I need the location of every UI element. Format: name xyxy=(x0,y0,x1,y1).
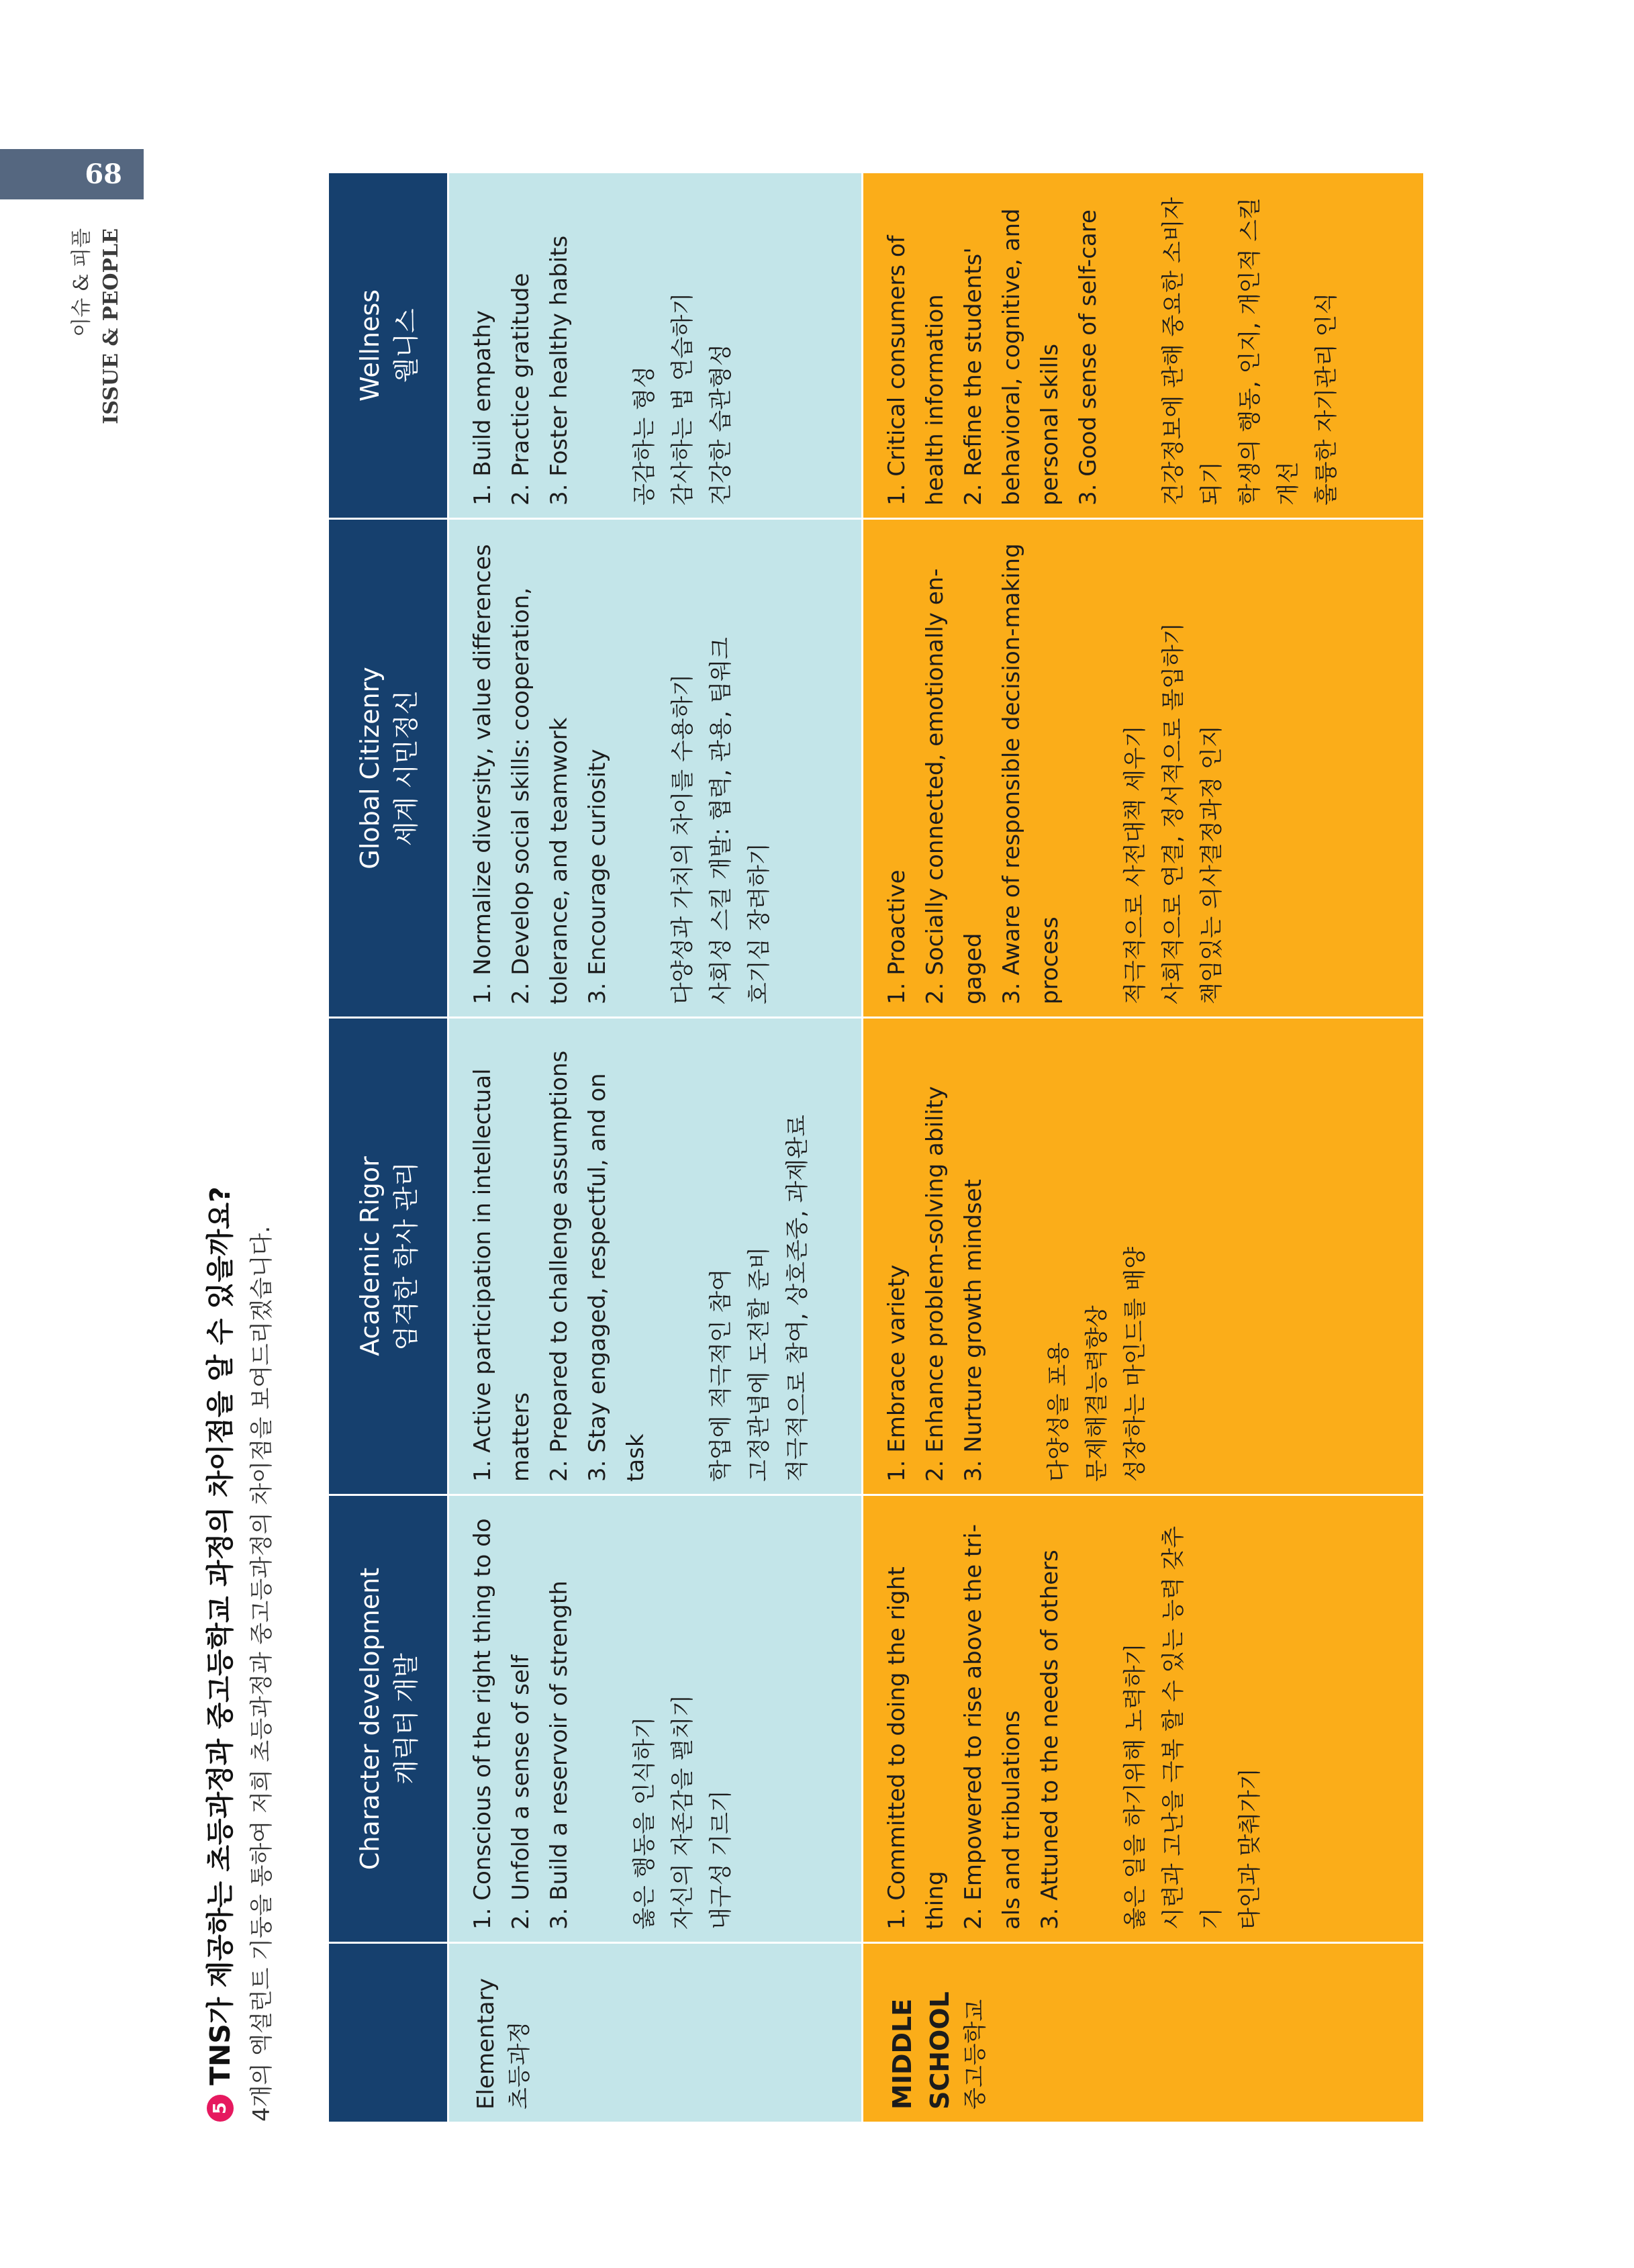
goal-en: 2. Socially connected, emotionally en-gaged xyxy=(922,568,987,1004)
goal-en: 1. Committed to doing the right thing xyxy=(883,1566,949,1930)
goal-ko: 내구성 기르기 xyxy=(708,1790,734,1930)
cell-middle-wellness xyxy=(863,173,1423,518)
goal-en: 3. Attuned to the needs of others xyxy=(1037,1550,1063,1930)
goal-en: 3. Aware of responsible decision-making process xyxy=(998,543,1063,1004)
goal-en: 2. Enhance problem-solving ability xyxy=(922,1086,949,1482)
goal-ko: 성장하는 마인드를 배양 xyxy=(1122,1246,1149,1482)
goal-ko: 고정관념에 도전할 준비 xyxy=(746,1246,773,1482)
goal-ko: 건강한 습관형성 xyxy=(708,344,734,506)
goal-en: 3. Build a reservoir of strength xyxy=(546,1580,573,1930)
goal-ko: 타인과 맞춰가기 xyxy=(1237,1768,1263,1930)
goals-ko xyxy=(1116,532,1231,1004)
header-corner xyxy=(329,1944,447,2122)
header-en: Global Citizenry xyxy=(355,667,385,869)
page-number: 68 xyxy=(0,149,144,199)
goal-en: 2. Unfold a sense of self xyxy=(508,1654,534,1930)
header-global xyxy=(329,520,447,1017)
goal-en: 3. Nurture growth mindset xyxy=(960,1179,987,1482)
goals-ko xyxy=(626,185,740,506)
goal-en: 1. Critical consumers of health information xyxy=(883,235,949,506)
goal-en: 1. Normalize diversity, value differences xyxy=(469,544,496,1004)
caption-title-row xyxy=(201,175,239,2122)
goal-ko: 옳은 일을 하기위해 노력하기 xyxy=(1122,1643,1149,1930)
header-ko: 웰니스 xyxy=(391,308,421,383)
goal-en: 2. Practice gratitude xyxy=(508,273,534,506)
goal-en: 2. Empowered to rise above the tri-als and tribulations xyxy=(960,1524,1025,1930)
rotated-content xyxy=(201,175,1423,2122)
comparison-table xyxy=(329,181,1423,2122)
section-label-ko: 이슈 & 피플 xyxy=(70,228,93,337)
goal-en: 2. Develop social skills: cooperation, tolerance, and teamwork xyxy=(508,587,573,1004)
row-label-middle-school xyxy=(863,1944,1423,2122)
header-character xyxy=(329,1496,447,1942)
goal-en: 2. Prepared to challenge assumptions xyxy=(546,1050,573,1482)
goals-ko xyxy=(702,1031,817,1482)
goal-en: 1. Conscious of the right thing to do xyxy=(469,1518,496,1930)
caption-subtitle: 4개의 엑설런트 기둥을 통하여 저희 초등과정과 중고등과정의 차이점을 보여드리겠습니다. xyxy=(248,1225,275,2122)
row-label-elementary xyxy=(449,1944,861,2122)
goal-ko: 자신의 자존감을 펼치기 xyxy=(669,1694,696,1930)
goal-ko: 사회적으로 연결, 정서적으로 몰입하기 xyxy=(1160,622,1187,1004)
goal-ko: 적극적으로 사전대책 세우기 xyxy=(1122,725,1149,1004)
header-en: Character development xyxy=(355,1567,385,1871)
goals-ko xyxy=(1040,1031,1155,1482)
goal-ko: 시련과 고난을 극복 할 수 있는 능력 갖추기 xyxy=(1160,1525,1225,1930)
goal-en: 3. Good sense of self-care xyxy=(1075,209,1102,506)
header-academic xyxy=(329,1019,447,1494)
cell-middle-academic xyxy=(863,1019,1423,1494)
caption-number-badge: 5 xyxy=(207,2095,234,2122)
goal-ko: 호기심 장려하기 xyxy=(746,843,773,1004)
goal-ko: 적극적으로 참여, 상호존중, 과제완료 xyxy=(784,1115,811,1482)
row-label-en: MIDDLE SCHOOL xyxy=(887,1991,955,2110)
goals-ko xyxy=(1155,185,1346,506)
goal-ko: 다양성을 포용 xyxy=(1045,1342,1072,1482)
goal-ko: 책임있는 의사결정과정 인지 xyxy=(1198,725,1225,1004)
row-label-ko: 초등과정 xyxy=(506,2021,533,2110)
header-en: Academic Rigor xyxy=(355,1156,385,1356)
header-wellness xyxy=(329,173,447,518)
caption xyxy=(201,175,322,2122)
goal-ko: 훌륭한 자기관리 인식 xyxy=(1313,292,1340,506)
section-label-en: ISSUE & PEOPLE xyxy=(99,228,123,424)
goal-ko: 건강정보에 관해 중요한 소비자되기 xyxy=(1160,197,1225,506)
cell-middle-global xyxy=(863,520,1423,1017)
goal-ko: 다양성과 가치의 차이를 수용하기 xyxy=(669,673,696,1004)
goal-en: 1. Active participation in intellectual matters xyxy=(469,1068,534,1482)
header-ko: 세계 시민정신 xyxy=(391,690,421,847)
cell-middle-character xyxy=(863,1496,1423,1942)
caption-title: TNS가 제공하는 초등과정과 중고등학교 과정의 차이점을 알 수 있을까요? xyxy=(204,1186,236,2085)
cell-elementary-academic xyxy=(449,1019,861,1494)
row-label-ko: 중고등학교 xyxy=(962,1999,989,2110)
goal-ko: 감사하는 법 연습하기 xyxy=(669,292,696,506)
goal-en: 1. Embrace variety xyxy=(883,1264,910,1482)
goal-en: 1. Build empathy xyxy=(469,310,496,506)
row-label-en: Elementary xyxy=(473,1978,499,2110)
goal-ko: 학생의 행동, 인지, 개인적 스킬 개선 xyxy=(1237,197,1302,506)
goal-ko: 학업에 적극적인 참여 xyxy=(708,1268,734,1482)
header-ko: 엄격한 학사 관리 xyxy=(391,1162,421,1351)
goal-ko: 문제해결능력향상 xyxy=(1084,1305,1110,1482)
goal-en: 2. Refine the students' behavioral, cognitive, and personal skills xyxy=(960,208,1063,506)
goals-ko xyxy=(626,1508,740,1930)
cell-elementary-character xyxy=(449,1496,861,1942)
header-en: Wellness xyxy=(355,289,385,401)
goal-ko: 사회성 스킬 개발: 협력, 관용, 팀워크 xyxy=(708,637,734,1004)
goal-en: 1. Proactive xyxy=(883,869,910,1004)
goals-ko xyxy=(1116,1508,1269,1930)
goal-en: 3. Encourage curiosity xyxy=(584,749,611,1004)
goal-ko: 공감하는 형성 xyxy=(631,366,658,506)
header-ko: 캐릭터 개발 xyxy=(391,1653,421,1785)
cell-elementary-wellness xyxy=(449,173,861,518)
goal-en: 3. Foster healthy habits xyxy=(546,235,573,506)
goal-ko: 옳은 행동을 인식하기 xyxy=(631,1716,658,1930)
cell-elementary-global xyxy=(449,520,861,1017)
goal-en: 3. Stay engaged, respectful, and on task xyxy=(584,1073,649,1482)
goals-ko xyxy=(664,532,779,1004)
